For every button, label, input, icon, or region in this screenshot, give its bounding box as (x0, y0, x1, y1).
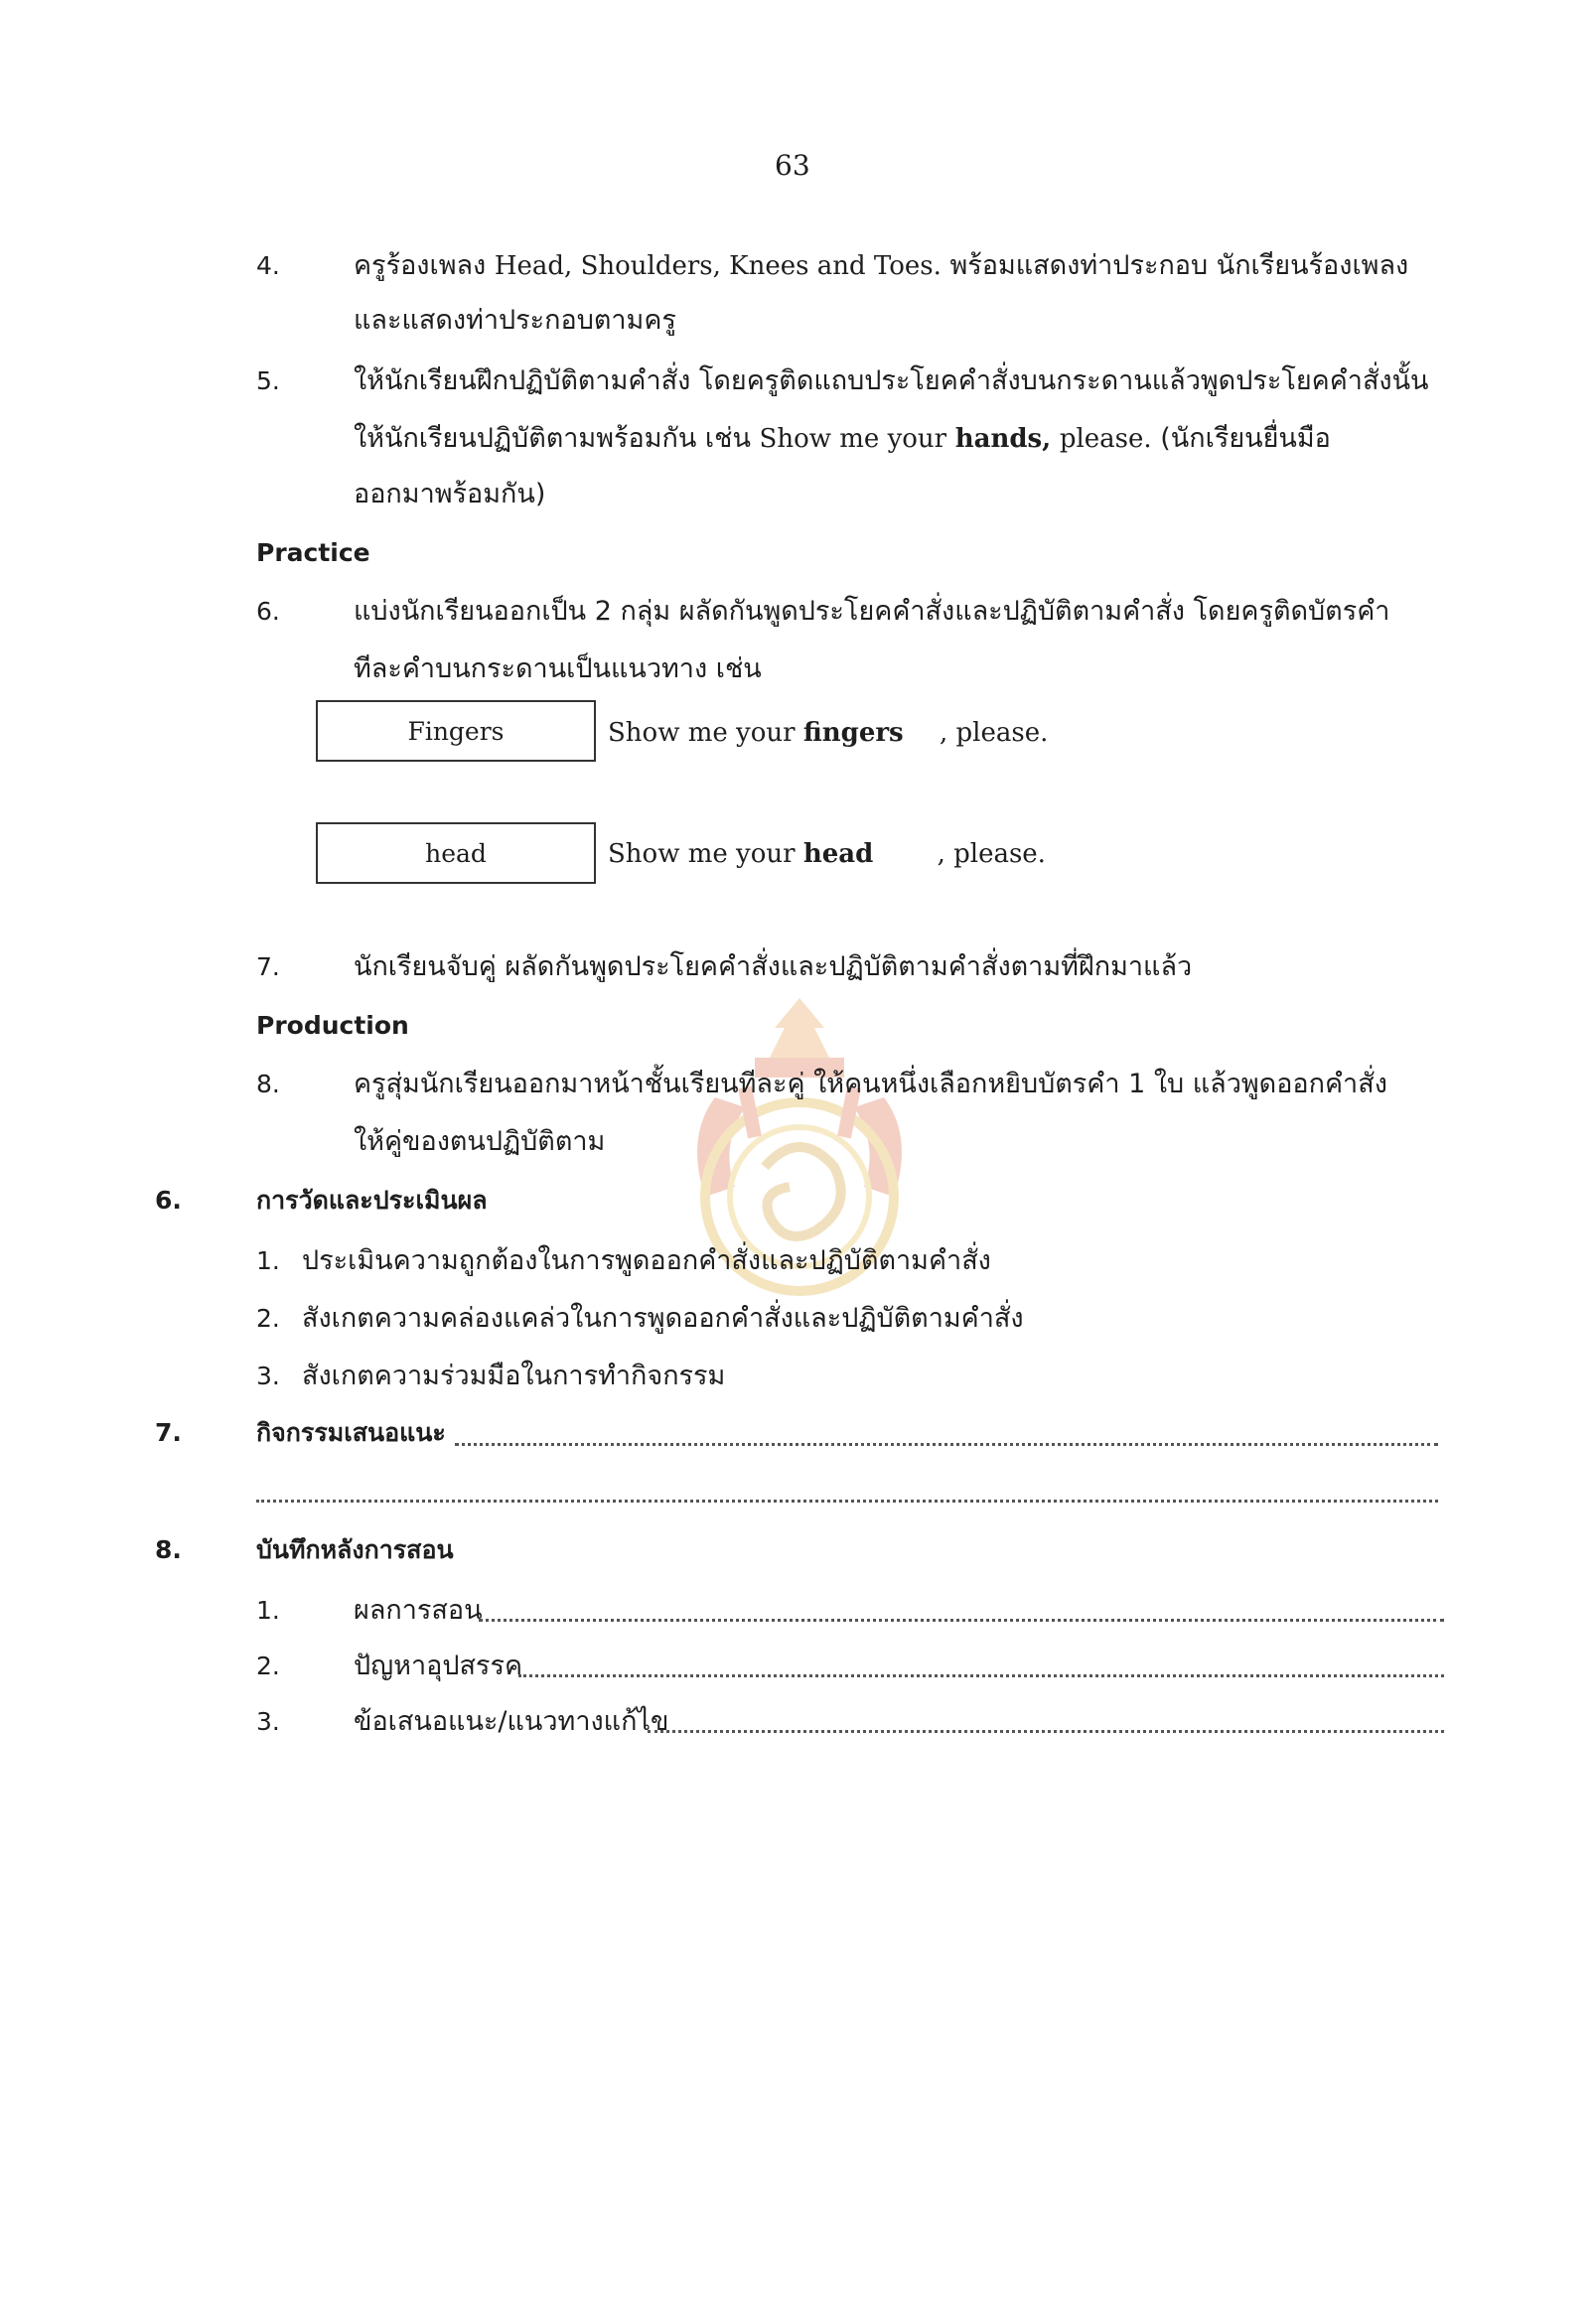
section-6-item-1-number: 1. (256, 1246, 280, 1275)
section-6-number: 6. (155, 1186, 182, 1215)
section-8-item-2-blank (518, 1674, 1444, 1677)
section-7-title: กิจกรรมเสนอแนะ (256, 1418, 446, 1447)
step-5-text-a: ให้นักเรียนปฏิบัติตามพร้อมกัน เช่น (354, 423, 751, 454)
example-prefix: Show me your (608, 839, 796, 869)
section-6-item-2: สังเกตความคล่องแคล่วในการพูดออกคำสั่งและปฏิบัติตามคำสั่ง (302, 1303, 1024, 1334)
step-4-line-1 (354, 248, 1408, 284)
page-number: 63 (775, 149, 810, 182)
step-5-text-e: (นักเรียนยื่นมือ (1160, 423, 1331, 454)
section-8-item-3-number: 3. (256, 1707, 280, 1736)
step-4-number: 4. (256, 251, 280, 280)
section-8-item-1: ผลการสอน (354, 1595, 483, 1626)
section-7-blank-line-1 (455, 1443, 1438, 1446)
section-8-item-1-number: 1. (256, 1596, 280, 1625)
step-6-number: 6. (256, 597, 280, 626)
example-suffix: , please. (937, 839, 1046, 869)
step-5-example-suffix: please. (1059, 424, 1152, 454)
step-7-number: 7. (256, 952, 280, 981)
step-5-line-1: ให้นักเรียนฝึกปฏิบัติตามคำสั่ง โดยครูติดแถบประโยคคำสั่งบนกระดานแล้วพูดประโยคคำสั่งนั้น (354, 365, 1429, 396)
step-4-line-2: และแสดงท่าประกอบตามครู (354, 305, 676, 336)
section-8-item-2-number: 2. (256, 1652, 280, 1680)
step-6-line-1: แบ่งนักเรียนออกเป็น 2 กลุ่ม ผลัดกันพูดประโยคคำสั่งและปฏิบัติตามคำสั่ง โดยครูติดบัตรคำ (354, 596, 1390, 627)
section-7-blank-line-2 (256, 1500, 1438, 1503)
section-7-number: 7. (155, 1418, 182, 1447)
example-suffix: , please. (939, 718, 1049, 748)
step-5-line-3: ออกมาพร้อมกัน) (354, 479, 546, 509)
section-8-number: 8. (155, 1535, 182, 1564)
section-6-item-1: ประเมินความถูกต้องในการพูดออกคำสั่งและปฏิบัติตามคำสั่ง (302, 1245, 991, 1276)
step-5-number: 5. (256, 366, 280, 395)
example-word: head (802, 839, 874, 869)
step-5-example-word: hands, (954, 424, 1052, 454)
word-card-fingers: Fingers (316, 700, 596, 762)
example-prefix: Show me your (608, 718, 796, 748)
section-6-item-3: สังเกตความร่วมมือในการทำกิจกรรม (302, 1361, 726, 1391)
example-sentence-fingers (608, 715, 1048, 751)
section-6-item-3-number: 3. (256, 1362, 280, 1390)
section-8-title: บันทึกหลังการสอน (256, 1535, 454, 1564)
song-title: Head, Shoulders, Knees and Toes. (494, 251, 942, 281)
section-8-item-1-blank (479, 1619, 1444, 1622)
example-sentence-head (608, 836, 1046, 872)
section-8-item-3: ข้อเสนอแนะ/แนวทางแก้ไข (354, 1706, 669, 1737)
section-6-item-2-number: 2. (256, 1304, 280, 1333)
step-7-line-1: นักเรียนจับคู่ ผลัดกันพูดประโยคคำสั่งและปฏิบัติตามคำสั่งตามที่ฝึกมาแล้ว (354, 951, 1193, 982)
example-word: fingers (802, 718, 904, 748)
step-8-number: 8. (256, 1070, 280, 1098)
step-5-example-prefix: Show me your (759, 424, 947, 454)
step-4-text-c: พร้อมแสดงท่าประกอบ นักเรียนร้องเพลง (949, 250, 1409, 281)
step-5-line-2 (354, 421, 1331, 457)
section-8-item-2: ปัญหาอุปสรรค (354, 1651, 523, 1681)
section-6-title: การวัดและประเมินผล (256, 1186, 488, 1215)
step-4-text-a: ครูร้องเพลง (354, 250, 487, 281)
section-8-item-3-blank (648, 1730, 1444, 1733)
step-8-line-1: ครูสุ่มนักเรียนออกมาหน้าชั้นเรียนทีละคู่ ให้คนหนึ่งเลือกหยิบบัตรคำ 1 ใบ แล้วพูดออกคำสั่ง (354, 1069, 1387, 1099)
step-8-line-2: ให้คู่ของตนปฏิบัติตาม (354, 1126, 606, 1157)
step-6-line-2: ทีละคำบนกระดานเป็นแนวทาง เช่น (354, 653, 762, 684)
word-card-head: head (316, 822, 596, 884)
production-heading: Production (256, 1011, 409, 1040)
practice-heading: Practice (256, 538, 370, 567)
